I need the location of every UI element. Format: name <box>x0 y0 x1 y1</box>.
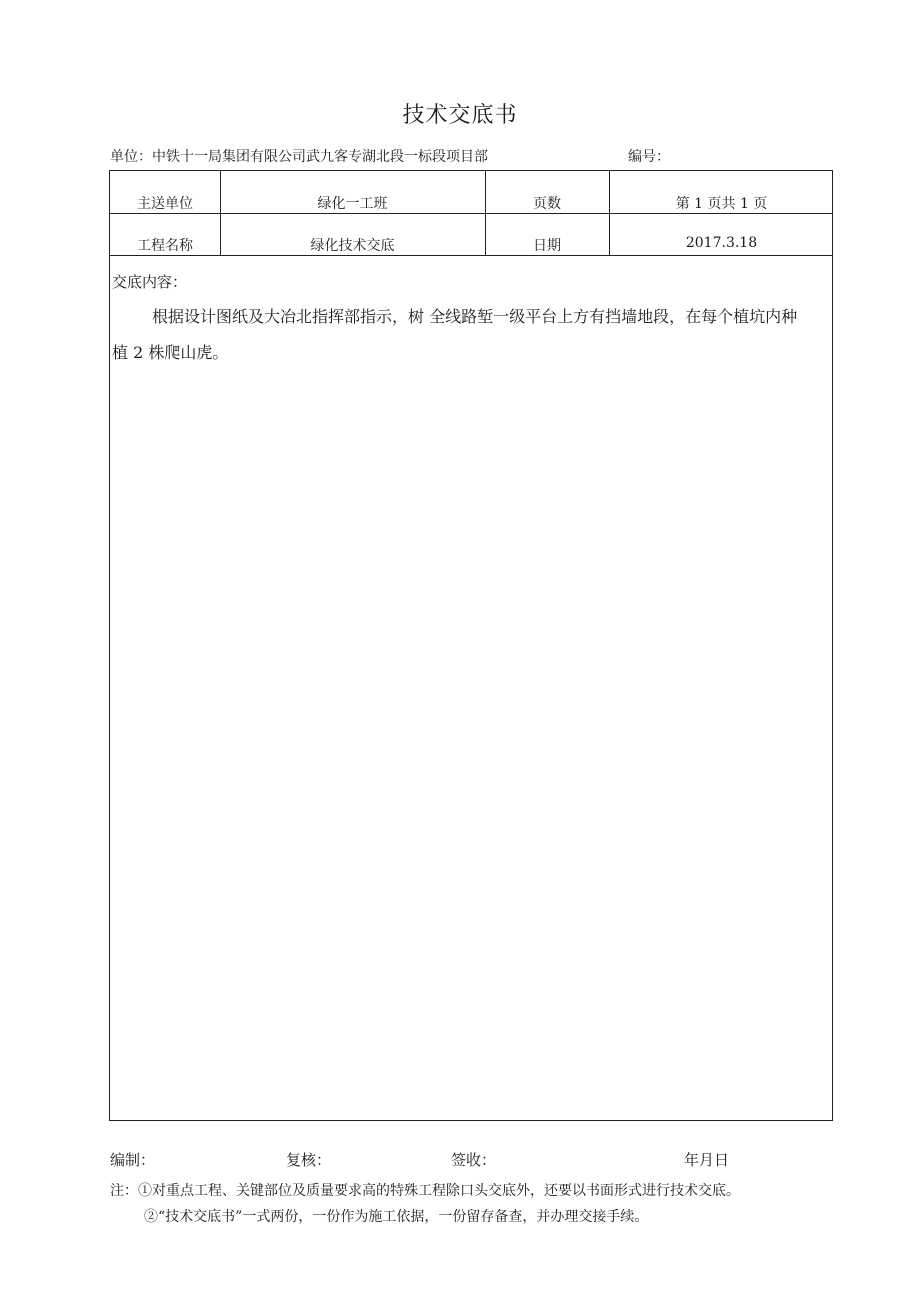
recipient-unit-value: 绿化一工班 <box>317 196 388 212</box>
date-value: 2017.3.18 <box>685 235 758 251</box>
page-count-label: 页数 <box>533 196 561 212</box>
note-line-2: ②“技术交底书”一式两份，一份作为施工依据，一份留存备查，并办理交接手续。 <box>144 1209 649 1225</box>
receiver-label: 签收： <box>451 1151 497 1169</box>
note-line-1: 注：①对重点工程、关键部位及质量要求高的特殊工程除口头交底外，还要以书面形式进行技术交底。 <box>110 1183 740 1199</box>
row-divider-1 <box>110 213 832 214</box>
recipient-unit-label: 主送单位 <box>137 196 193 212</box>
compiler-label: 编制： <box>110 1151 156 1169</box>
document-number-label: 编号： <box>628 149 670 165</box>
sign-date-label: 年月日 <box>684 1151 730 1169</box>
reviewer-label: 复核： <box>286 1151 332 1169</box>
date-label: 日期 <box>533 238 561 254</box>
row-divider-2 <box>110 255 832 256</box>
project-name-value: 绿化技术交底 <box>310 238 395 254</box>
disclosure-table <box>109 170 833 1121</box>
content-label: 交底内容： <box>112 273 188 291</box>
content-text: 根据设计图纸及大冶北指挥部指示，树 全线路堑一级平台上方有挡墙地段，在每个植坑内种植 2 株爬山虎。 <box>112 307 798 362</box>
unit-line: 单位：中铁十一局集团有限公司武九客专湖北段一标段项目部 <box>110 149 488 165</box>
page-count-value: 第 1 页共 1 页 <box>675 196 768 212</box>
project-name-label: 工程名称 <box>137 238 193 254</box>
document-title: 技术交底书 <box>402 103 518 128</box>
